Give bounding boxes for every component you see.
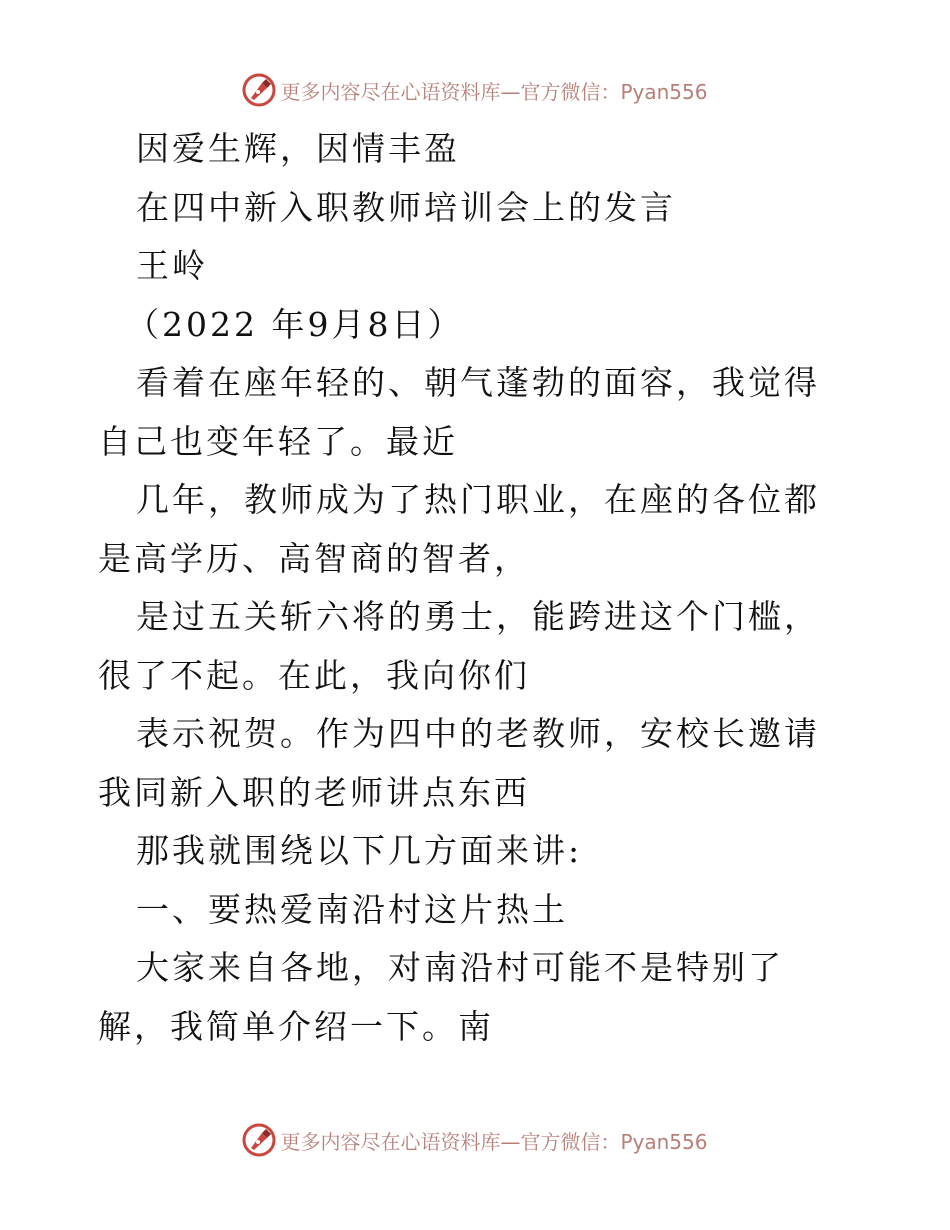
title: 因爱生辉，因情丰盈 [136,129,460,168]
body-paragraph: 表示祝贺。作为四中的老教师，安校长邀请我同新入职的老师讲点东西 [98,714,820,812]
section-heading: 一、要热爱南沿村这片热土 [136,889,568,929]
body-paragraph: 那我就围绕以下几方面来讲: [136,831,583,870]
document-body [98,120,858,1056]
body-paragraph: 是过五关斩六将的勇士，能跨进这个门槛，很了不起。在此，我向你们 [98,597,820,695]
body-paragraph: 看着在座年轻的、朝气蓬勃的面容，我觉得自己也变年轻了。最近 [98,363,820,461]
pen-nib-logo-icon [242,1123,276,1157]
body-paragraph: 几年，教师成为了热门职业，在座的各位都是高学历、高智商的智者， [98,480,820,578]
watermark-text: 更多内容尽在心语资料库—官方微信：Pyan556 [280,79,708,104]
header-watermark-banner [0,70,950,110]
author: 王岭 [136,246,208,285]
pen-nib-logo-icon [242,73,276,107]
footer-watermark-banner [0,1120,950,1160]
subtitle: 在四中新入职教师培训会上的发言 [136,187,676,227]
date: （2022 年9月8日） [126,304,464,344]
watermark-text: 更多内容尽在心语资料库—官方微信：Pyan556 [280,1129,708,1154]
body-paragraph: 大家来自各地，对南沿村可能不是特别了解，我简单介绍一下。南 [98,948,784,1046]
